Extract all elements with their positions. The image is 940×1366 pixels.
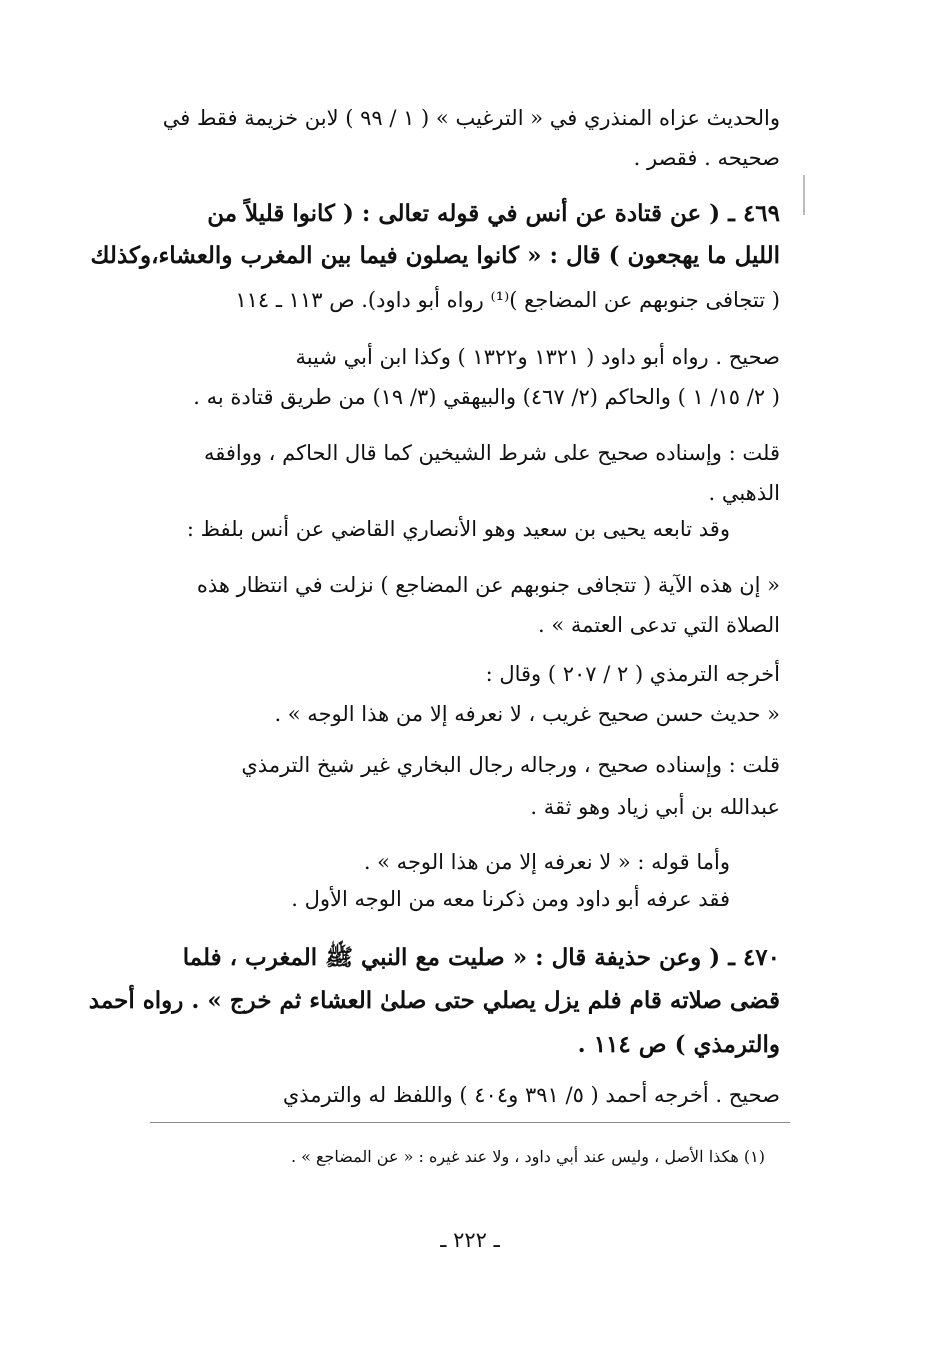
comment3-line-1: وأما قوله : « لا نعرفه إلا من هذا الوجه » . — [363, 850, 730, 874]
comment-line-2: الذهبي . — [708, 481, 780, 505]
hadith-469-line-1: ٤٦٩ ـ ( عن قتادة عن أنس في قوله تعالى : ( كانوا قليلاً من — [207, 200, 780, 227]
hadith-470-line-1: ٤٧٠ ـ ( وعن حذيفة قال : « صليت مع النبي ﷺ المغرب ، فلما — [182, 944, 780, 971]
hadith-469-line-2: الليل ما يهجعون ) قال : « كانوا يصلون فيما بين المغرب والعشاء،وكذلك — [90, 242, 780, 269]
text-line-2: صحيحه . فقصر . — [633, 146, 780, 170]
quote-line-2: الصلاة التي تدعى العتمة » . — [538, 613, 780, 637]
hadith-470-line-3: والترمذي ) ص ١١٤ . — [577, 1031, 780, 1058]
quote-line-1: « إن هذه الآية ( تتجافى جنوبهم عن المضاجع ) نزلت في انتظار هذه — [196, 573, 780, 597]
scan-mark — [803, 175, 805, 215]
page-number: ـ ٢٢٢ ـ — [440, 1228, 500, 1252]
comment2-line-1: قلت : وإسناده صحيح ، ورجاله رجال البخاري غير شيخ الترمذي — [241, 753, 780, 777]
footnote-divider — [150, 1122, 790, 1123]
takhrij-line-1: أخرجه الترمذي ( ٢ / ٢٠٧ ) وقال : — [485, 662, 780, 686]
grading-line-1: صحيح . رواه أبو داود ( ١٣٢١ و١٣٢٢ ) وكذا ابن أبي شيبة — [295, 345, 780, 369]
grading-line-2: ( ٢/ ١٥/ ١ ) والحاكم (٢/ ٤٦٧) والبيهقي (٣/ ١٩) من طريق قتادة به . — [193, 385, 780, 409]
text-line-1: والحديث عزاه المنذري في « الترغيب » ( ١ / ٩٩ ) لابن خزيمة فقط في — [162, 106, 780, 130]
comment-line-3: وقد تابعه يحيى بن سعيد وهو الأنصاري القاضي عن أنس بلفظ : — [186, 517, 730, 541]
takhrij-line-2: « حديث حسن صحيح غريب ، لا نعرفه إلا من هذا الوجه » . — [274, 702, 780, 726]
comment3-line-2: فقد عرفه أبو داود ومن ذكرنا معه من الوجه الأول . — [291, 887, 730, 911]
footnote: (١) هكذا الأصل ، وليس عند أبي داود ، ولا عند غيره : « عن المضاجع » . — [290, 1147, 765, 1166]
grading2-line-1: صحيح . أخرجه أحمد ( ٥/ ٣٩١ و٤٠٤ ) واللفظ له والترمذي — [282, 1083, 780, 1107]
hadith-470-line-2: قضى صلاته قام فلم يزل يصلي حتى صلىٰ العشاء ثم خرج » . رواه أحمد — [88, 987, 780, 1014]
comment2-line-2: عبدالله بن أبي زياد وهو ثقة . — [530, 795, 780, 819]
comment-line-1: قلت : وإسناده صحيح على شرط الشيخين كما قال الحاكم ، ووافقه — [203, 441, 780, 465]
hadith-469-line-3: ( تتجافى جنوبهم عن المضاجع )⁽¹⁾ رواه أبو داود). ص ١١٣ ـ ١١٤ — [235, 288, 780, 312]
